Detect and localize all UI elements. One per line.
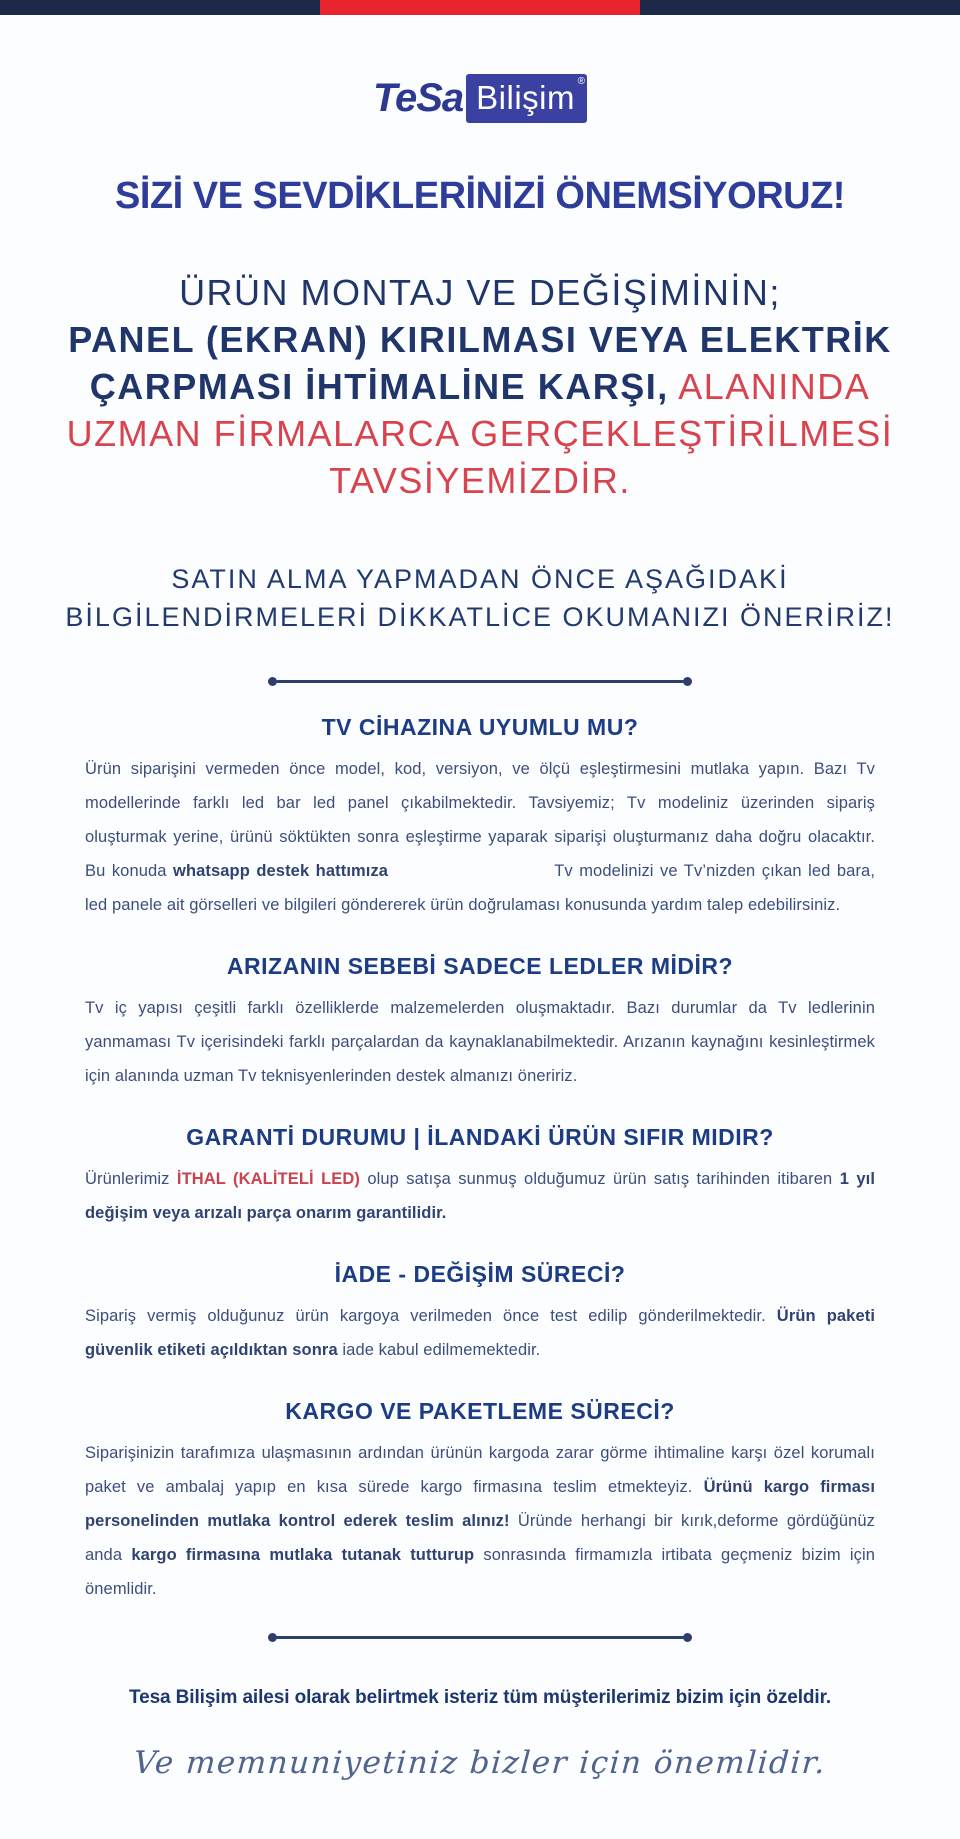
body-text: Sipariş vermiş olduğunuz ürün kargoya verilmeden önce test edilip gönderilmektedir. bbox=[85, 1307, 777, 1325]
intro-line-3-red: ALANINDA bbox=[668, 366, 871, 407]
notice-line-1: SATIN ALMA YAPMADAN ÖNCE AŞAĞIDAKİ bbox=[171, 564, 789, 594]
body-text: Ürünlerimiz bbox=[85, 1170, 177, 1188]
bold-text: Ürün paketi güvenlik etiketi açıldıktan sonra bbox=[85, 1307, 876, 1359]
section-return-process bbox=[85, 1260, 875, 1367]
section-paragraph bbox=[85, 1299, 875, 1367]
intro-line-1: ÜRÜN MONTAJ VE DEĞİŞİMİNİN; bbox=[179, 272, 781, 313]
body-text: sonrasında firmamızla irtibata geçmeniz bizim için önemlidir. bbox=[85, 1546, 876, 1598]
body-text: iade kabul edilmemektedir. bbox=[337, 1341, 541, 1359]
body-text: olup satışa sunmuş olduğumuz ürün satış tarihinden itibaren bbox=[359, 1170, 840, 1188]
main-headline: SİZİ VE SEVDİKLERİNİZİ ÖNEMSİYORUZ! bbox=[115, 175, 845, 217]
section-divider-bottom bbox=[276, 1636, 684, 1639]
section-tv-compatibility bbox=[85, 713, 875, 922]
section-divider-top bbox=[276, 680, 684, 683]
section-shipping-packaging bbox=[85, 1397, 875, 1606]
red-bold-text: İTHAL (KALİTELİ LED) bbox=[176, 1170, 360, 1188]
intro-line-2: PANEL (EKRAN) KIRILMASI VEYA ELEKTRİK bbox=[68, 319, 892, 360]
section-title: İADE - DEĞİŞİM SÜRECİ? bbox=[334, 1261, 626, 1287]
bold-text: Ürünü kargo firması personelinden mutlaka kontrol ederek teslim alınız! bbox=[85, 1478, 876, 1530]
body-text: Ürün siparişini vermeden önce model, kod, versiyon, ve ölçü eşleştirmesini mutlaka yapın. Bazı Tv modellerinde farklı led bar led panel çıkabilmektedir. Tavsiyemiz; Tv modeliniz üzerinden sipariş oluşturmak yerine, ürünü söktükten sonra eşleştirme yaparak siparişi oluşturmanız daha doğru olacaktır. Bu konuda bbox=[85, 760, 875, 880]
accent-bar-left bbox=[0, 0, 320, 15]
logo-badge bbox=[466, 74, 587, 123]
section-paragraph bbox=[85, 991, 875, 1093]
section-title: TV CİHAZINA UYUMLU MU? bbox=[321, 714, 639, 740]
intro-line-4: UZMAN FİRMALARCA GERÇEKLEŞTİRİLMESİ bbox=[66, 413, 894, 454]
body-text: Üründe herhangi bir kırık,deforme gördüğünüz anda bbox=[85, 1512, 875, 1564]
section-title: GARANTİ DURUMU | İLANDAKİ ÜRÜN SIFIR MIDIR? bbox=[186, 1124, 774, 1150]
section-paragraph bbox=[85, 1436, 875, 1606]
notice-line-2: BİLGİLENDİRMELERİ DİKKATLİCE OKUMANIZI ÖNERİRİZ! bbox=[65, 602, 895, 632]
closing-statement: Tesa Bilişim ailesi olarak belirtmek isteriz tüm müşterilerimiz bizim için özeldir. bbox=[129, 1687, 831, 1708]
logo-text-tesa: TeSa bbox=[373, 76, 464, 120]
bold-text: 1 yıl değişim veya arızalı parça onarım garantilidir. bbox=[85, 1170, 875, 1222]
brand-logo bbox=[0, 69, 960, 127]
registered-trademark-icon: ® bbox=[577, 75, 585, 87]
body-text: Tv iç yapısı çeşitli farklı özelliklerde malzemelerden oluşmaktadır. Bazı durumlar da Tv ledlerinin yanmaması Tv içerisindeki farklı parçalardan da kaynaklanabilmektedir. Arızanın kaynağını kesinleştirmek için alanında uzman Tv teknisyenlerinden destek almanızı öneririz. bbox=[85, 999, 875, 1085]
logo-text-bilisim: Bilişim bbox=[476, 78, 575, 116]
section-paragraph bbox=[85, 1162, 875, 1230]
accent-bar-center bbox=[320, 0, 640, 15]
section-title: ARIZANIN SEBEBİ SADECE LEDLER MİDİR? bbox=[226, 953, 734, 979]
accent-bar-right bbox=[640, 0, 960, 15]
section-paragraph bbox=[85, 752, 875, 922]
intro-warning bbox=[0, 269, 960, 504]
intro-line-3-navy: ÇARPMASI İHTİMALİNE KARŞI, bbox=[89, 366, 669, 407]
body-text: Tv modelinizi ve Tv’nizden çıkan led bara, led panele ait görselleri ve bilgileri göndererek ürün doğrulaması konusunda yardım talep edebilirsiniz. bbox=[85, 862, 876, 914]
top-accent-bar bbox=[0, 0, 960, 15]
section-fault-cause bbox=[85, 952, 875, 1093]
purchase-notice bbox=[0, 560, 960, 636]
section-title: KARGO VE PAKETLEME SÜRECİ? bbox=[285, 1398, 675, 1424]
intro-line-3 bbox=[0, 363, 960, 410]
section-warranty bbox=[85, 1123, 875, 1230]
body-text: Siparişinizin tarafımıza ulaşmasının ardından ürünün kargoda zarar görme ihtimaline karşı özel korumalı paket ve ambalaj yapıp en kısa sürede kargo firmasına teslim etmekteyiz. bbox=[85, 1444, 875, 1496]
intro-line-5: TAVSİYEMİZDİR. bbox=[329, 460, 631, 501]
handwritten-tagline: Ve memnuniyetiniz bizler için önemlidir. bbox=[132, 1745, 828, 1781]
bold-text: kargo firmasına mutlaka tutanak tutturup bbox=[131, 1546, 475, 1564]
bold-text: whatsapp destek hattımıza bbox=[173, 862, 389, 880]
